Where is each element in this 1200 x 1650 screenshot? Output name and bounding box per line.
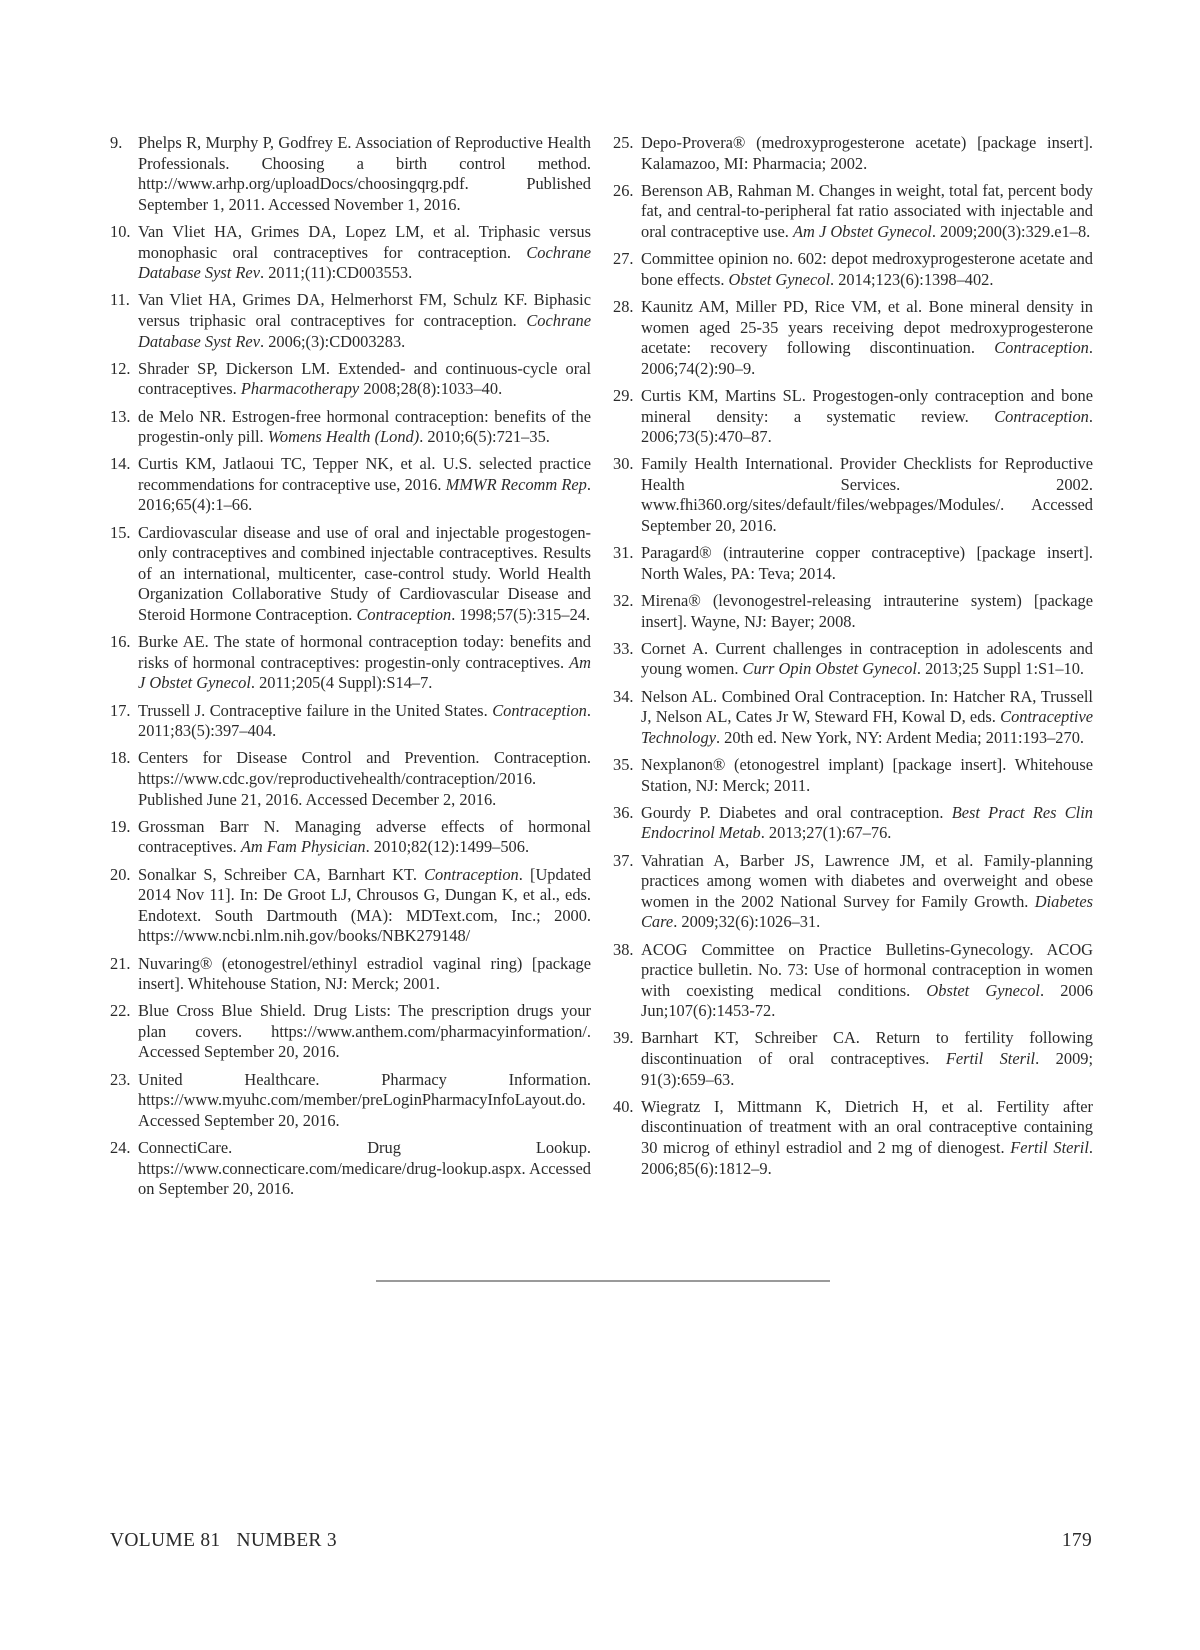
reference-item <box>110 954 591 995</box>
reference-text <box>138 632 591 694</box>
journal-title: Cochrane Database Syst Rev <box>138 242 591 283</box>
reference-item <box>110 632 591 694</box>
reference-item <box>110 701 591 742</box>
reference-fragment: Kaunitz AM, Miller PD, Rice VM, et al. Bone mineral density in women aged 25-35 years receiving depot medroxyprogesterone acetate: recovery following discontinuation. <box>641 296 1093 358</box>
reference-text <box>138 407 591 448</box>
journal-title: Contraception <box>424 864 519 884</box>
reference-number: 36. <box>613 802 634 822</box>
reference-fragment: . 2010;82(12):1499–506. <box>365 837 530 857</box>
reference-item <box>613 454 1093 536</box>
reference-fragment: . 2006;74(2):90–9. <box>641 338 1093 378</box>
journal-title: Obstet Gynecol <box>926 980 1040 1000</box>
reference-number: 33. <box>613 638 634 658</box>
reference-fragment: Van Vliet HA, Grimes DA, Helmerhorst FM, Schulz KF. Biphasic versus triphasic oral contraceptives for contraception. <box>138 290 591 330</box>
reference-fragment: Committee opinion no. 602: depot medroxyprogesterone acetate and bone effects. <box>641 249 1093 289</box>
reference-item <box>110 454 591 516</box>
reference-fragment: . 2006;85(6):1812–9. <box>641 1138 1093 1178</box>
reference-number: 31. <box>613 543 634 563</box>
reference-item <box>110 1138 591 1200</box>
reference-item <box>613 1097 1093 1179</box>
reference-text <box>641 639 1093 680</box>
reference-fragment: . 2011;83(5):397–404. <box>138 700 591 741</box>
reference-number: 26. <box>613 180 634 200</box>
reference-number: 28. <box>613 296 634 316</box>
reference-fragment: de Melo NR. Estrogen-free hormonal contraception: benefits of the progestin-only pill. <box>138 406 591 447</box>
reference-text <box>641 851 1093 933</box>
journal-title: Pharmacotherapy <box>240 379 360 399</box>
reference-number: 27. <box>613 249 634 269</box>
reference-number: 21. <box>110 953 131 973</box>
references-column-left <box>110 133 591 1206</box>
journal-title: Fertil Steril <box>945 1049 1036 1069</box>
reference-fragment: Nelson AL. Combined Oral Contraception. In: Hatcher RA, Trussell J, Nelson AL, Cates Jr W, Steward FH, Kowal D, eds. <box>641 686 1093 727</box>
section-divider <box>376 1280 830 1282</box>
reference-item <box>613 687 1093 749</box>
reference-text <box>641 591 1093 632</box>
reference-item <box>613 297 1093 379</box>
reference-fragment: . 2011;(11):CD003553. <box>260 263 413 283</box>
reference-item <box>613 133 1093 174</box>
reference-fragment: Nexplanon® (etonogestrel implant) [package insert]. Whitehouse Station, NJ: Merck; 2011. <box>641 754 1093 795</box>
reference-number: 37. <box>613 850 634 870</box>
reference-fragment: Gourdy P. Diabetes and oral contraception. <box>641 802 952 822</box>
reference-number: 18. <box>110 748 131 768</box>
reference-fragment: Barnhart KT, Schreiber CA. Return to fertility following discontinuation of oral contraceptives. <box>641 1028 1093 1069</box>
reference-item <box>110 359 591 400</box>
reference-fragment: . 2006 Jun;107(6):1453-72. <box>641 980 1094 1021</box>
reference-text <box>641 1097 1093 1179</box>
reference-fragment: . 2013;25 Suppl 1:S1–10. <box>916 659 1085 679</box>
reference-fragment: Burke AE. The state of hormonal contraception today: benefits and risks of hormonal contraceptives: progestin-only contraceptives. <box>138 632 591 672</box>
journal-title: MMWR Recomm Rep <box>445 474 587 494</box>
reference-number: 30. <box>613 454 634 474</box>
reference-text <box>641 755 1093 796</box>
reference-fragment: . 2011;205(4 Suppl):S14–7. <box>250 673 433 693</box>
reference-item <box>613 851 1093 933</box>
reference-item <box>110 407 591 448</box>
reference-number: 20. <box>110 864 131 884</box>
reference-text <box>138 523 591 626</box>
reference-item <box>613 591 1093 632</box>
reference-fragment: Phelps R, Murphy P, Godfrey E. Association of Reproductive Health Professionals. Choosing a birth control method. http://www.arhp.org/uploadDocs/choosingqrg.pdf. Published September 1, 2011. Accessed November 1, 2016. <box>138 133 591 214</box>
reference-number: 34. <box>613 686 634 706</box>
reference-item <box>613 639 1093 680</box>
journal-title: Am J Obstet Gynecol <box>793 221 932 241</box>
journal-title: Am J Obstet Gynecol <box>138 652 591 693</box>
reference-number: 14. <box>110 454 131 474</box>
volume-label: VOLUME 81 <box>110 1530 221 1551</box>
reference-text <box>641 543 1093 584</box>
reference-fragment: 2008;28(8):1033–40. <box>359 379 503 399</box>
reference-number: 25. <box>613 133 634 152</box>
reference-item <box>110 222 591 284</box>
reference-number: 13. <box>110 406 131 426</box>
reference-fragment: Wiegratz I, Mittmann K, Dietrich H, et al. Fertility after discontinuation of treatment with an oral contraceptive containing 30 microg of ethinyl estradiol and 2 mg of dienogest. <box>641 1096 1093 1158</box>
reference-fragment: Centers for Disease Control and Prevention. Contraception. https://www.cdc.gov/reproductivehealth/contraception/2016. Published June 21, 2016. Accessed December 2, 2016. <box>138 748 591 809</box>
reference-number: 29. <box>613 385 634 405</box>
reference-text <box>641 940 1093 1022</box>
reference-number: 40. <box>613 1096 634 1116</box>
reference-fragment: Curtis KM, Jatlaoui TC, Tepper NK, et al. U.S. selected practice recommendations for contraceptive use, 2016. <box>138 454 591 494</box>
reference-fragment: . 2010;6(5):721–35. <box>419 427 550 447</box>
reference-item <box>613 803 1093 844</box>
journal-title: Fertil Steril <box>1010 1138 1089 1158</box>
reference-item <box>613 940 1093 1022</box>
reference-item <box>110 523 591 626</box>
reference-fragment: Family Health International. Provider Checklists for Reproductive Health Services. 2002. www.fhi360.org/sites/default/files/webpages/Modules/. Accessed September 20, 2016. <box>641 454 1093 536</box>
reference-fragment: . [Updated 2014 Nov 11]. In: De Groot LJ, Chrousos G, Dungan K, et al., eds. Endotext. South Dartmouth (MA): MDText.com, Inc.; 2000. https://www.ncbi.nlm.nih.gov/books/NBK279148/ <box>138 864 591 946</box>
journal-title: Am Fam Physician <box>240 837 366 857</box>
journal-title: Contraception <box>994 406 1089 426</box>
reference-text <box>641 687 1093 749</box>
reference-item <box>110 1001 591 1063</box>
journal-title: Contraception <box>356 605 452 625</box>
reference-text <box>138 954 591 995</box>
reference-item <box>110 865 591 947</box>
reference-number: 22. <box>110 1001 131 1021</box>
reference-fragment: ConnectiCare. Drug Lookup. https://www.connecticare.com/medicare/drug-lookup.aspx. Accessed on September 20, 2016. <box>138 1138 591 1199</box>
reference-text <box>138 748 591 810</box>
reference-fragment: . 2006;73(5):470–87. <box>641 406 1093 447</box>
reference-fragment: Trussell J. Contraceptive failure in the United States. <box>138 700 493 720</box>
reference-text <box>138 1001 591 1063</box>
reference-item <box>613 755 1093 796</box>
reference-fragment: Blue Cross Blue Shield. Drug Lists: The prescription drugs your plan covers. https://www.anthem.com/pharmacyinformation/. Accessed September 20, 2016. <box>138 1001 591 1062</box>
reference-text <box>138 222 591 284</box>
number-label: NUMBER 3 <box>236 1530 337 1551</box>
reference-text <box>138 865 591 947</box>
journal-title: Womens Health (Lond) <box>267 427 420 447</box>
reference-text <box>138 1138 591 1200</box>
journal-title: Best Pract Res Clin Endocrinol Metab <box>641 802 1093 843</box>
reference-fragment: . 2009;32(6):1026–31. <box>673 912 821 932</box>
reference-fragment: . 2006;(3):CD003283. <box>260 331 406 351</box>
reference-number: 17. <box>110 700 131 720</box>
reference-item <box>613 249 1093 290</box>
journal-title: Contraceptive Technology <box>641 707 1093 747</box>
reference-item <box>110 1070 591 1132</box>
reference-item <box>110 290 591 352</box>
reference-number: 38. <box>613 939 634 959</box>
reference-fragment: Curtis KM, Martins SL. Progestogen-only contraception and bone mineral density: a systematic review. <box>641 385 1093 426</box>
reference-text <box>138 1070 591 1132</box>
journal-title: Contraception <box>492 700 587 720</box>
reference-fragment: Cardiovascular disease and use of oral and injectable progestogen-only contraceptives and combined injectable contraceptives. Results of an international, multicenter, case-control study. World Health Organization Collaborative Study of Cardiovascular Disease and Steroid Hormone Contraception. <box>138 522 591 625</box>
reference-fragment: Mirena® (levonogestrel-releasing intrauterine system) [package insert]. Wayne, NJ: Bayer; 2008. <box>641 591 1093 631</box>
reference-text <box>138 290 591 352</box>
reference-text <box>138 701 591 742</box>
journal-issue-footer <box>110 1530 337 1552</box>
reference-number: 32. <box>613 591 634 611</box>
reference-fragment: Sonalkar S, Schreiber CA, Barnhart KT. <box>138 864 425 884</box>
reference-item <box>613 543 1093 584</box>
reference-fragment: . 2009;200(3):329.e1–8. <box>931 221 1091 241</box>
reference-number: 11. <box>110 290 130 310</box>
reference-fragment: Shrader SP, Dickerson LM. Extended- and continuous-cycle oral contraceptives. <box>138 358 591 399</box>
page-number: 179 <box>1061 1530 1092 1551</box>
reference-fragment: . 20th ed. New York, NY: Ardent Media; 2011:193–270. <box>715 727 1084 747</box>
reference-text <box>641 249 1093 290</box>
reference-text <box>641 386 1093 448</box>
reference-fragment: . 2014;123(6):1398–402. <box>830 269 994 289</box>
reference-text <box>641 803 1093 844</box>
reference-number: 19. <box>110 816 131 836</box>
journal-title: Obstet Gynecol <box>728 269 831 289</box>
reference-fragment: Berenson AB, Rahman M. Changes in weight, total fat, percent body fat, and central-to-peripheral fat ratio associated with injectable and oral contraceptive use. <box>641 180 1093 241</box>
reference-fragment: ACOG Committee on Practice Bulletins-Gynecology. ACOG practice bulletin. No. 73: Use of hormonal contraception in women with coexisting medical conditions. <box>641 939 1093 1000</box>
reference-number: 39. <box>613 1028 634 1048</box>
reference-text <box>138 454 591 516</box>
reference-item <box>110 817 591 858</box>
reference-fragment: Nuvaring® (etonogestrel/ethinyl estradiol vaginal ring) [package insert]. Whitehouse Station, NJ: Merck; 2001. <box>138 953 591 994</box>
reference-number: 15. <box>110 522 131 542</box>
reference-item <box>110 133 591 215</box>
reference-number: 10. <box>110 221 131 241</box>
reference-item <box>613 1028 1093 1090</box>
reference-text <box>138 817 591 858</box>
reference-fragment: Grossman Barr N. Managing adverse effects of hormonal contraceptives. <box>138 816 591 857</box>
reference-number: 16. <box>110 632 131 652</box>
reference-fragment: Vahratian A, Barber JS, Lawrence JM, et al. Family-planning practices among women with diabetes and overweight and obese women in the 2002 National Survey for Family Growth. <box>641 850 1093 911</box>
references-column-right <box>613 133 1093 1186</box>
reference-number: 9. <box>110 133 123 152</box>
reference-fragment: Paragard® (intrauterine copper contraceptive) [package insert]. North Wales, PA: Teva; 2014. <box>641 543 1093 583</box>
reference-text <box>138 133 591 215</box>
reference-text <box>641 297 1093 379</box>
reference-number: 24. <box>110 1138 131 1158</box>
journal-title: Cochrane Database Syst Rev <box>138 310 591 351</box>
journal-title: Contraception <box>994 338 1089 358</box>
reference-text <box>641 181 1093 243</box>
reference-item <box>613 181 1093 243</box>
reference-text <box>641 1028 1093 1090</box>
reference-item <box>110 748 591 810</box>
reference-fragment: Depo-Provera® (medroxyprogesterone acetate) [package insert]. Kalamazoo, MI: Pharmacia; 2002. <box>641 133 1093 173</box>
journal-title: Curr Opin Obstet Gynecol <box>742 659 917 679</box>
reference-text <box>641 133 1093 174</box>
reference-fragment: . 2009; 91(3):659–63. <box>641 1049 1094 1089</box>
reference-fragment: Cornet A. Current challenges in contraception in adolescents and young women. <box>641 638 1093 679</box>
reference-fragment: Van Vliet HA, Grimes DA, Lopez LM, et al. Triphasic versus monophasic oral contraceptives for contraception. <box>138 221 591 262</box>
reference-fragment: . 1998;57(5):315–24. <box>451 605 591 625</box>
journal-title: Diabetes Care <box>641 891 1093 932</box>
reference-fragment: . 2016;65(4):1–66. <box>138 474 591 515</box>
reference-number: 23. <box>110 1069 131 1089</box>
reference-fragment: United Healthcare. Pharmacy Information. https://www.myuhc.com/member/preLoginPharmacyInfoLayout.do. Accessed September 20, 2016. <box>138 1069 591 1130</box>
reference-text <box>138 359 591 400</box>
reference-text <box>641 454 1093 536</box>
reference-number: 12. <box>110 358 131 378</box>
reference-number: 35. <box>613 754 634 774</box>
reference-item <box>613 386 1093 448</box>
reference-fragment: . 2013;27(1):67–76. <box>760 823 892 843</box>
